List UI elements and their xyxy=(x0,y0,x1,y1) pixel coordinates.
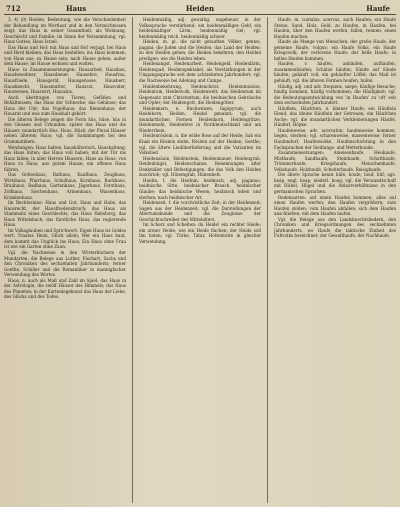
entry-paragraph: Heidenangst, Heidenarbeit, Heidengeld, Heidenlärm, Heidenspaß, Heidenspektakel, als Verstärkungen in der Umgangssprache seit dem achtzehnten Jahrhundert; vgl. die Nachweise bei Adelung und Campe. xyxy=(139,61,261,84)
entry-paragraph: Im Rechtssinne: Haus und Gut, Haus und Habe, das Hausrecht, der Hausfriedensbruch; das Haus als Stammsitz eines Geschlechts; das Haus Habsburg, das Haus Wittelsbach; das fürstliche Haus, das regierende Haus. xyxy=(4,200,126,228)
headword-left: Haus xyxy=(66,3,87,13)
entry-paragraph: Im Volksglauben und Sprichwort: Eigen Haus ist Goldes wert; Trautes Heim, Glück allein; Wer ein Haus baut, dem kommt das Unglück ins Haus; Ein Haus ohne Frau ist wie ein Garten ohne Zaun. xyxy=(4,227,126,250)
entry-paragraph: Wendungen: Haus halten, haushälterisch, Haushaltung; das Haus hüten; das Haus voll haben; mit der Tür ins Haus fallen; in aller Herren Häusern; Haus an Haus; von Haus zu Haus; aus gutem Hause; ein offenes Haus führen. xyxy=(4,144,126,172)
entry-paragraph: Zusammensetzungen: Ameisenhaufe, Heuhaufe, Misthaufe, Sandhaufe, Steinhaufe, Schutthaufe, Trümmerhaufe, Kriegshaufe, Menschenhaufe, Volkshaufe, Holzhaufe, Scheiterhaufe, Reisighaufe. xyxy=(274,150,396,172)
entry-paragraph: Heidenbekehrung, Heidenchrist, Heidenmission, Heidentum, Heidenvolk, Heidenwelt; das Heidentum im Gegensatz zum Christentum; die heidnischen Gebräuche und Opfer; der Heidengott, die Heidengötter. xyxy=(139,83,261,106)
entry-paragraph: Haufe, m. cumulus, acervus, auch Haufen; ein Haufe Steine, Sand, Holz, Geld; zu Haufen, in Haufen, bei Haufen; über den Haufen werfen, fallen, rennen; einen Haufen machen. xyxy=(274,17,396,39)
entry-paragraph: Die ältere Sprache kennt hûfe, houfe, houf, hûf; ags. heáp, engl. heap; niederl. hoop; vgl. die Verwandtschaft mit Hübel, Hügel und die Ablautverhältnisse in den germanischen Sprachen. xyxy=(274,172,396,194)
column-middle xyxy=(139,17,261,503)
entry-paragraph: Heidenzeit, f. die vorchristliche Zeit; in der Heidenzeit; Sagen aus der Heidenzeit; vgl. die Darstellungen der Altertumskunde und die Zeugnisse der Geschichtschreiber des Mittelalters. xyxy=(139,200,261,222)
entry-paragraph: Das Haus und Hof; mit Haus und Hof verjagt, bei Haus und Herd bleiben; das Haus bestellen; ins Haus kommen; von Haus aus; zu Hause sein; nach Hause gehen; außer dem Hause; im Hause wohnen und walten. xyxy=(4,44,126,67)
entry-paragraph: Haufe als Menge von Menschen: der große Haufe, der gemeine Haufe, vulgus; ein Haufe Volks, ein Haufe Kriegsvolk; der verlorene Haufe; der helle Haufe; in hellen Haufen kommen. xyxy=(274,39,396,61)
entry-paragraph: Heidenmäßig, adj. gewaltig, ungeheuer, in der Volkssprache verstärkend: ein heidenmäßiges Geld, ein heidenmäßiger Lärm; heidenmäßig viel; vgl. heidenmäßig reich, heidenmäßig schwer. xyxy=(139,17,261,39)
entry-paragraph: Heidenkorn, n. Buchweizen, fagopyrum, auch Heidekorn, Heiden, Heidel genannt; vgl. die mundartlichen Formen Heidenkorn, Heidengrütze, Heidenmehl, Heidenbrei in Norddeutschland und am Niederrhein. xyxy=(139,105,261,133)
entry-paragraph: Häuflein, Häufchen, n. kleiner Haufe; ein Häuflein Elend; das kleine Häuflein der Getreuen; ein Häufchen Asche; vgl. die mundartlichen Verkleinerungen Häufel, Häuferl, Höpke. xyxy=(274,105,396,128)
entry-paragraph: Haufen, v. häufen, anhäufen, aufhäufen, zusammenhäufen; Schätze häufen; Sünde auf Sünde häufen; gehäuft voll; ein gehäufter Löffel; das Maß ist gehäuft; vgl. die älteren Formen houfen, hufen. xyxy=(274,61,396,84)
entry-paragraph: Haufenweise, adv. acervatim; haufenweise kommen, liegen, sterben; vgl. scharenweise, massenweise; ferner Haufendorf, Haufenwolke, Haufenschichtung in den Fachsprachen der Siedlungs- und Wetterkunde. xyxy=(274,127,396,150)
entry-paragraph: Die älteren Belege zeigen die Form hûs, hûse, hüs in den Glossen und Urkunden; später das Haus und die Häuser; mundartlich Hus, Huus, Hüsli; der Plural Häuser neben älterem Haus; vgl. die Sammlungen bei den Grammatikern. xyxy=(4,116,126,145)
page-number: 712 xyxy=(6,3,21,13)
entry-paragraph: Heidenröslein, n. die wilde Rose auf der Heide; Sah ein Knab ein Röslein stehn, Röslein auf der Heiden, Goethe; vgl. die ältere Liedüberlieferung und die Varianten im Volkslied. xyxy=(139,133,261,156)
entry-paragraph: Heidensäule, Heidenstein, Heidenmauer, Heidengrab, Heidenhügel, Heidenschanze, Benennungen alter Denkmäler und Befestigungen, die das Volk den Heiden zuschrieb; vgl. Hünengrab, Hünenbett. xyxy=(139,155,261,178)
entry-paragraph: Vgl. die Belege aus den Landsknechtsliedern, den Chroniken und Kriegsordnungen des sechzehnten Jahrhunderts, wo Haufe die taktische Einheit des Fußvolks bezeichnet; der Gewalthaufe, der Nachhaufe. xyxy=(274,216,396,239)
entry-paragraph: Heiden, m. pl. die nicht getauften Völker, gentes, pagani; die Juden und die Heiden; das Land der Heiden; zu den Heiden gehen; die Heiden bekehren; den Heiden predigen; wie die Heiden leben. xyxy=(139,39,261,61)
header-rule xyxy=(4,14,396,15)
entry-paragraph: Auch übertragen von Tieren, Gefäßen und Behältnissen; das Haus der Schnecke; das Gehäuse; das Haus der Uhr; das Vogelhaus; das Bienenhaus; der Hausrat und was zum Haushalt gehört. xyxy=(4,94,126,117)
entry-paragraph: Haus- in Zusammensetzungen: Hausarbeit, Hausbau, Hausbewohner, Hausdiener, Hausehre, Hausfrau, Hausfriede, Hausgerät, Hausgenosse, Hausherr, Hausknecht, Hausmutter, Hausrat, Hausvater, Hauswesen, Hauswirt, Hauszins. xyxy=(4,66,126,95)
headword-center: Heiden xyxy=(185,3,215,13)
column-divider xyxy=(132,17,133,503)
entry-paragraph: Das Gotteshaus, Rathaus, Kaufhaus, Zeughaus, Wirtshaus, Pfarrhaus, Schulhaus, Kornhaus, Backhaus, Brauhaus, Badhaus, Gartenhaus, Jägerhaus, Forsthaus, Zollhaus, Siechenhaus, Armenhaus, Waisenhaus, Krankenhaus. xyxy=(4,172,126,200)
entry-paragraph: Im Scherz und Schelten: du Heide! ein rechter Heide; ein armer Heide; wie ein Heide fluchen; der Heide soll ihn holen; vgl. Türke, Tatar, Hottentotte in gleicher Verwendung. xyxy=(139,222,261,244)
entry-paragraph: Vgl. die Nachweise in den Wörterbüchern der Mundarten, die Belege aus Luther, Fischart, Sachs und den Chroniken des sechzehnten Jahrhunderts; ferner Goethe, Schiller und die Romantiker in mannigfacher Verwendung des Wortes. xyxy=(4,249,126,278)
column-divider xyxy=(267,17,268,503)
entry-paragraph: Heidin, f. die Heidnin; heidnisch, adj. paganus; heidnische Sitte, heidnischer Brauch, heidnischer Glaube; das heidnische Wesen; heidnisch leben und sterben; nach heidnischer Art. xyxy=(139,177,261,200)
page-header xyxy=(4,2,396,14)
column-right xyxy=(274,17,396,503)
entry-paragraph: Häufig, adj. und adv. frequens, saepe; häufige Besuche; häufig kommen, häufig vorkommen; die Häufigkeit; vgl. die Bedeutungsentwicklung von 'in Haufen' zu 'oft' seit dem sechzehnten Jahrhundert. xyxy=(274,83,396,106)
entry-paragraph: Redensarten: auf einen Haufen kommen; alles auf einen Haufen werfen; den Haufen vergrößern; zum Haufen stoßen; vom Haufen abfallen; sich dem Haufen anschließen; mit dem Haufen laufen. xyxy=(274,194,396,217)
entry-paragraph: 3, 4) (0) Heiden, Bedeutung, wie die Verschiedenheit der Behandlung im Wortlaut und in den Verzeichnissen zeigt; das Haus in seiner Gesamtheit, als Wohnung, Geschlecht und Familie; im Sinne der Versammlung, vgl. Haus Gottes, Haus Israel. xyxy=(4,17,126,45)
headword-right: Haufe xyxy=(366,3,390,13)
entry-paragraph: Haus, n. auch als Maß und Zahl im Spiel; das Haus in der Astrologie, die zwölf Häuser des Himmels; das Haus des Planeten; in der Kartenlegekunst das Haus der Liebe, des Glücks und des Todes. xyxy=(4,277,126,300)
column-left xyxy=(4,17,126,503)
text-columns xyxy=(4,17,396,503)
